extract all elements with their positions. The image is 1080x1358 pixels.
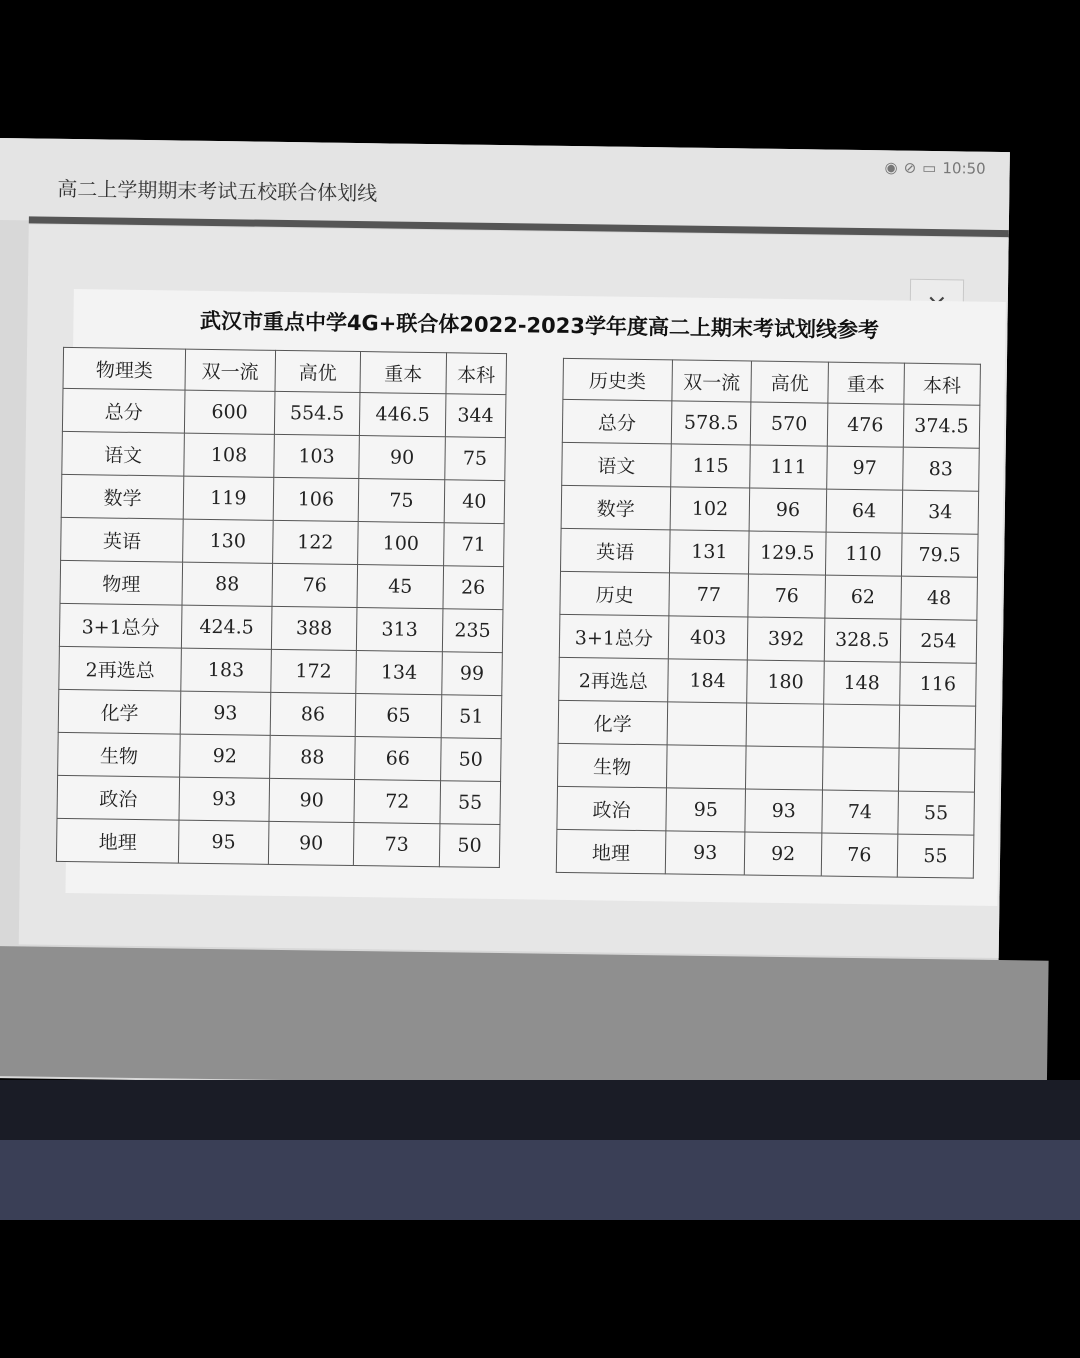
column-header: 高优	[751, 361, 828, 403]
row-label: 3+1总分	[559, 614, 668, 659]
score-cell: 148	[823, 661, 900, 705]
column-header: 历史类	[563, 358, 672, 401]
table-row	[58, 732, 502, 781]
score-cell: 76	[748, 574, 825, 618]
column-header: 高优	[275, 350, 361, 392]
table-row	[57, 775, 501, 824]
status-time: 10:50	[942, 159, 986, 178]
score-cell: 110	[825, 532, 902, 576]
column-header: 重本	[360, 352, 446, 394]
score-cell: 88	[269, 735, 355, 779]
score-cell: 130	[183, 519, 273, 563]
score-cell: 111	[750, 445, 827, 489]
score-cell: 64	[826, 489, 903, 533]
score-cell: 93	[745, 789, 822, 833]
score-cell: 83	[902, 447, 979, 491]
table-row	[61, 517, 505, 566]
table-row	[559, 614, 977, 663]
score-cell: 88	[182, 562, 272, 606]
background-surface	[0, 1140, 1080, 1220]
score-cell: 45	[357, 565, 443, 609]
score-cell: 92	[745, 832, 822, 876]
score-cell: 75	[358, 479, 444, 523]
score-cell	[898, 748, 975, 792]
score-cell: 51	[441, 695, 502, 739]
row-label: 3+1总分	[59, 603, 182, 648]
score-cell: 106	[273, 477, 359, 521]
score-cell: 65	[355, 694, 441, 738]
score-cell: 131	[669, 530, 749, 574]
score-cell: 92	[180, 734, 270, 778]
score-cell: 71	[443, 523, 504, 567]
score-cell: 95	[666, 788, 746, 832]
table-header-row	[563, 358, 981, 405]
score-cell: 77	[669, 573, 749, 617]
score-cell: 103	[273, 434, 359, 478]
table-row	[559, 657, 977, 706]
score-cell: 50	[440, 738, 501, 782]
history-score-table	[556, 358, 981, 879]
score-cell: 86	[270, 692, 356, 736]
column-header: 重本	[828, 362, 905, 404]
score-cell: 570	[751, 402, 828, 446]
score-cell: 328.5	[824, 618, 901, 662]
table-row	[561, 528, 979, 577]
score-cell: 115	[670, 444, 750, 488]
score-cell: 122	[272, 520, 358, 564]
score-cell: 600	[185, 390, 275, 434]
score-cell: 72	[354, 780, 440, 824]
row-label: 物理	[60, 560, 183, 605]
score-cell	[747, 703, 824, 747]
score-cell: 40	[444, 480, 505, 524]
score-cell: 50	[439, 824, 500, 868]
column-header: 本科	[446, 353, 507, 395]
table-row	[560, 571, 978, 620]
table-row	[60, 560, 504, 609]
score-cell: 95	[179, 820, 269, 864]
table-row	[61, 474, 505, 523]
score-cell: 74	[822, 790, 899, 834]
table-title: 武汉市重点中学4G+联合体2022-2023学年度高二上期末考试划线参考	[199, 308, 880, 343]
score-cell: 96	[750, 488, 827, 532]
score-cell: 34	[902, 490, 979, 534]
row-label: 数学	[61, 474, 184, 519]
score-cell: 392	[748, 617, 825, 661]
row-label: 总分	[562, 399, 671, 444]
score-cell: 424.5	[182, 605, 272, 649]
table-row	[557, 786, 975, 835]
score-cell: 75	[445, 437, 506, 481]
tablet-screen	[0, 138, 1010, 1092]
row-label: 地理	[556, 829, 665, 874]
row-label: 2再选总	[59, 646, 182, 691]
score-cell: 55	[898, 791, 975, 835]
score-cell: 55	[440, 781, 501, 825]
score-cell: 129.5	[749, 531, 826, 575]
row-label: 英语	[561, 528, 670, 573]
score-cell: 99	[442, 652, 503, 696]
score-cell: 90	[269, 778, 355, 822]
score-cell: 184	[667, 659, 747, 703]
row-label: 地理	[56, 818, 179, 863]
row-label: 语文	[562, 442, 671, 487]
row-label: 总分	[62, 388, 185, 433]
score-cell: 100	[358, 522, 444, 566]
table-row	[562, 399, 980, 448]
score-image	[65, 289, 1005, 906]
score-cell: 183	[181, 648, 271, 692]
score-cell: 388	[271, 606, 357, 650]
score-cell: 73	[354, 823, 440, 867]
app-header	[0, 138, 1010, 234]
column-header: 双一流	[185, 349, 275, 391]
row-label: 历史	[560, 571, 669, 616]
score-cell: 76	[821, 833, 898, 877]
row-label: 生物	[558, 743, 667, 788]
column-header: 物理类	[63, 347, 186, 390]
score-cell: 344	[445, 394, 506, 438]
score-cell	[822, 747, 899, 791]
score-cell: 97	[826, 446, 903, 490]
table-row	[62, 431, 506, 480]
score-cell: 476	[827, 403, 904, 447]
row-label: 化学	[558, 700, 667, 745]
score-cell: 62	[825, 575, 902, 619]
battery-icon: ▭	[922, 158, 937, 178]
score-cell: 93	[665, 831, 745, 875]
row-label: 数学	[561, 485, 670, 530]
score-cell: 26	[443, 566, 504, 610]
viewer-bottom-area	[0, 946, 1049, 1091]
physics-score-table	[56, 347, 507, 868]
score-cell: 235	[442, 609, 503, 653]
column-header: 本科	[904, 363, 981, 405]
table-row	[558, 700, 976, 749]
table-row	[62, 388, 506, 437]
score-cell: 403	[668, 616, 748, 660]
score-cell: 90	[268, 821, 354, 865]
mute-icon: ⊘	[903, 158, 917, 177]
score-cell	[667, 702, 747, 746]
score-cell: 79.5	[901, 533, 978, 577]
status-bar	[884, 158, 985, 177]
score-cell: 446.5	[360, 393, 446, 437]
score-cell: 180	[747, 660, 824, 704]
score-cell: 116	[899, 662, 976, 706]
score-cell	[899, 705, 976, 749]
score-cell: 578.5	[671, 401, 751, 445]
table-row	[59, 603, 503, 652]
table-row	[56, 818, 500, 867]
score-cell: 254	[900, 619, 977, 663]
table-row	[561, 485, 979, 534]
score-cell: 66	[355, 737, 441, 781]
eye-icon: ◉	[884, 158, 898, 177]
column-header: 双一流	[672, 360, 752, 402]
score-cell	[666, 745, 746, 789]
row-label: 2再选总	[559, 657, 668, 702]
page-title: 高二上学期期末考试五校联合体划线	[57, 176, 378, 206]
row-label: 政治	[557, 786, 666, 831]
score-cell: 108	[184, 433, 274, 477]
row-label: 语文	[62, 431, 185, 476]
score-cell: 119	[183, 476, 273, 520]
score-cell: 374.5	[903, 404, 980, 448]
table-row	[58, 689, 502, 738]
score-cell: 90	[359, 436, 445, 480]
score-cell: 55	[897, 834, 974, 878]
table-header-row	[63, 347, 507, 394]
score-cell: 554.5	[274, 391, 360, 435]
row-label: 英语	[61, 517, 184, 562]
row-label: 化学	[58, 689, 181, 734]
score-cell	[746, 746, 823, 790]
score-cell: 102	[670, 487, 750, 531]
score-cell: 76	[272, 563, 358, 607]
table-row	[562, 442, 980, 491]
score-cell: 134	[356, 651, 442, 695]
score-cell: 93	[179, 777, 269, 821]
score-cell: 93	[180, 691, 270, 735]
row-label: 政治	[57, 775, 180, 820]
score-cell: 313	[357, 608, 443, 652]
score-cell: 48	[901, 576, 978, 620]
table-row	[59, 646, 503, 695]
table-row	[556, 829, 974, 878]
score-cell	[823, 704, 900, 748]
row-label: 生物	[58, 732, 181, 777]
table-row	[558, 743, 976, 792]
score-cell: 172	[270, 649, 356, 693]
